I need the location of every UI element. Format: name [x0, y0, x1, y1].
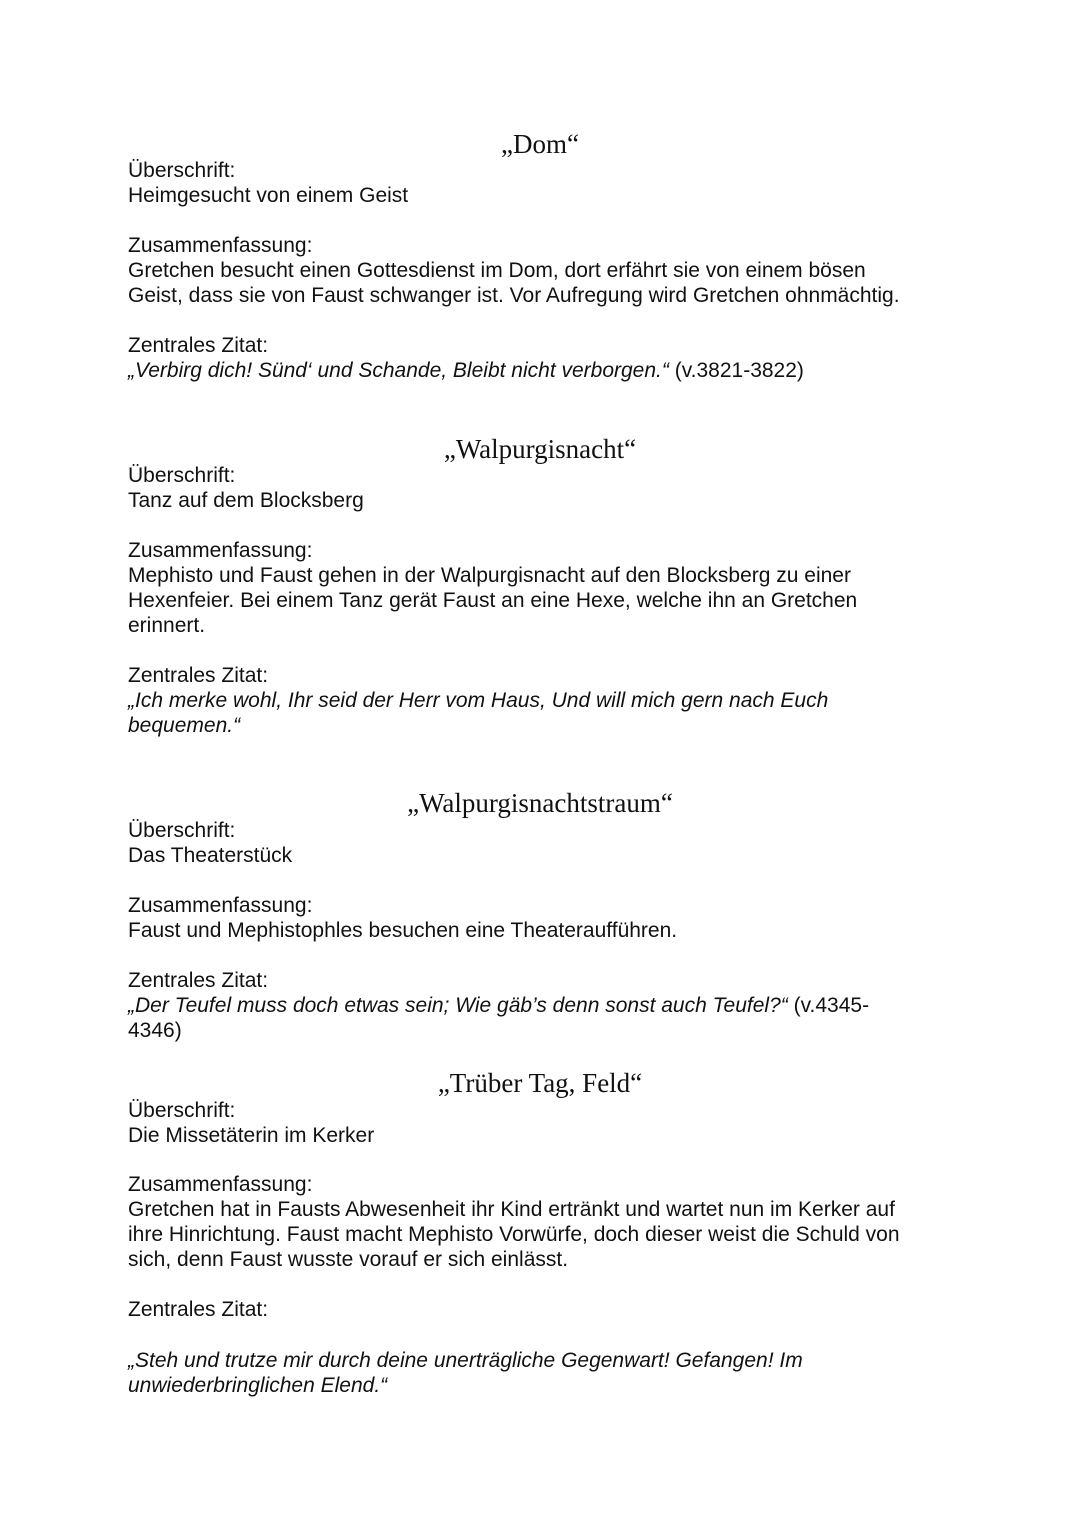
- summary-line: Geist, dass sie von Faust schwanger ist. Vor Aufregung wird Gretchen ohnmächtig.: [128, 284, 900, 307]
- quote-line: [128, 358, 948, 383]
- quote-text: „Verbirg dich! Sünd‘ und Schande, Bleibt nicht verborgen.“: [128, 359, 669, 382]
- quote-line: [128, 993, 948, 1018]
- summary-block-walpurgisnachtstraum: [128, 893, 948, 943]
- summary-line: Hexenfeier. Bei einem Tanz gerät Faust an eine Hexe, welche ihn an Gretchen: [128, 589, 858, 612]
- summary-line: Gretchen hat in Fausts Abwesenheit ihr Kind ertränkt und wartet nun im Kerker auf: [128, 1198, 895, 1221]
- quote-block-walpurgisnacht: [128, 663, 948, 738]
- summary-label: Zusammenfassung:: [128, 1173, 313, 1196]
- summary-block-dom: [128, 233, 948, 308]
- quote-label: Zentrales Zitat:: [128, 969, 269, 992]
- quote-label: Zentrales Zitat:: [128, 334, 269, 357]
- summary-line: Gretchen besucht einen Gottesdienst im Dom, dort erfährt sie von einem bösen: [128, 259, 866, 282]
- heading-text: Die Missetäterin im Kerker: [128, 1124, 375, 1147]
- scene-title-trueber-tag-feld: „Trüber Tag, Feld“: [437, 1068, 643, 1098]
- summary-line: Mephisto und Faust gehen in der Walpurgisnacht auf den Blocksberg zu einer: [128, 564, 851, 587]
- heading-block-walpurgisnacht: [128, 463, 948, 513]
- scene-title-walpurgisnachtstraum: „Walpurgisnachtstraum“: [407, 788, 673, 818]
- quote-block-walpurgisnachtstraum: [128, 968, 948, 1043]
- quote-reference-continued: 4346): [128, 1019, 182, 1042]
- scene-title-dom: „Dom“: [501, 129, 579, 159]
- heading-label: Überschrift:: [128, 159, 236, 182]
- summary-line: ihre Hinrichtung. Faust macht Mephisto Vorwürfe, doch dieser weist die Schuld von: [128, 1223, 900, 1246]
- quote-text: „Steh und trutze mir durch deine unerträgliche Gegenwart! Gefangen! Im: [128, 1349, 803, 1372]
- summary-label: Zusammenfassung:: [128, 539, 313, 562]
- heading-block-trueber-tag-feld: [128, 1098, 948, 1148]
- quote-text: „Ich merke wohl, Ihr seid der Herr vom Haus, Und will mich gern nach Euch: [128, 689, 829, 712]
- summary-label: Zusammenfassung:: [128, 234, 313, 257]
- quote-text: bequemen.“: [128, 714, 241, 737]
- summary-line: erinnert.: [128, 614, 206, 637]
- heading-label: Überschrift:: [128, 819, 236, 842]
- heading-label: Überschrift:: [128, 1099, 236, 1122]
- heading-text: Heimgesucht von einem Geist: [128, 184, 409, 207]
- quote-label-block-trueber-tag-feld: [128, 1297, 948, 1322]
- quote-block-trueber-tag-feld: [128, 1348, 948, 1398]
- heading-text: Das Theaterstück: [128, 844, 293, 867]
- quote-label: Zentrales Zitat:: [128, 1298, 269, 1321]
- quote-text: unwiederbringlichen Elend.“: [128, 1374, 388, 1397]
- summary-label: Zusammenfassung:: [128, 894, 313, 917]
- summary-block-walpurgisnacht: [128, 538, 948, 638]
- quote-block-dom: [128, 333, 948, 383]
- scene-title-walpurgisnacht: „Walpurgisnacht“: [443, 434, 637, 464]
- summary-block-trueber-tag-feld: [128, 1172, 948, 1272]
- heading-label: Überschrift:: [128, 464, 236, 487]
- quote-reference: (v.3821-3822): [668, 359, 804, 382]
- heading-text: Tanz auf dem Blocksberg: [128, 489, 364, 512]
- heading-block-walpurgisnachtstraum: [128, 818, 948, 868]
- summary-line: Faust und Mephistophles besuchen eine Theateraufführen.: [128, 919, 678, 942]
- quote-label: Zentrales Zitat:: [128, 664, 269, 687]
- summary-line: sich, denn Faust wusste vorauf er sich einlässt.: [128, 1248, 569, 1271]
- quote-reference: (v.4345-: [787, 994, 870, 1017]
- quote-text: „Der Teufel muss doch etwas sein; Wie gäb’s denn sonst auch Teufel?“: [128, 994, 788, 1017]
- heading-block-dom: [128, 158, 948, 208]
